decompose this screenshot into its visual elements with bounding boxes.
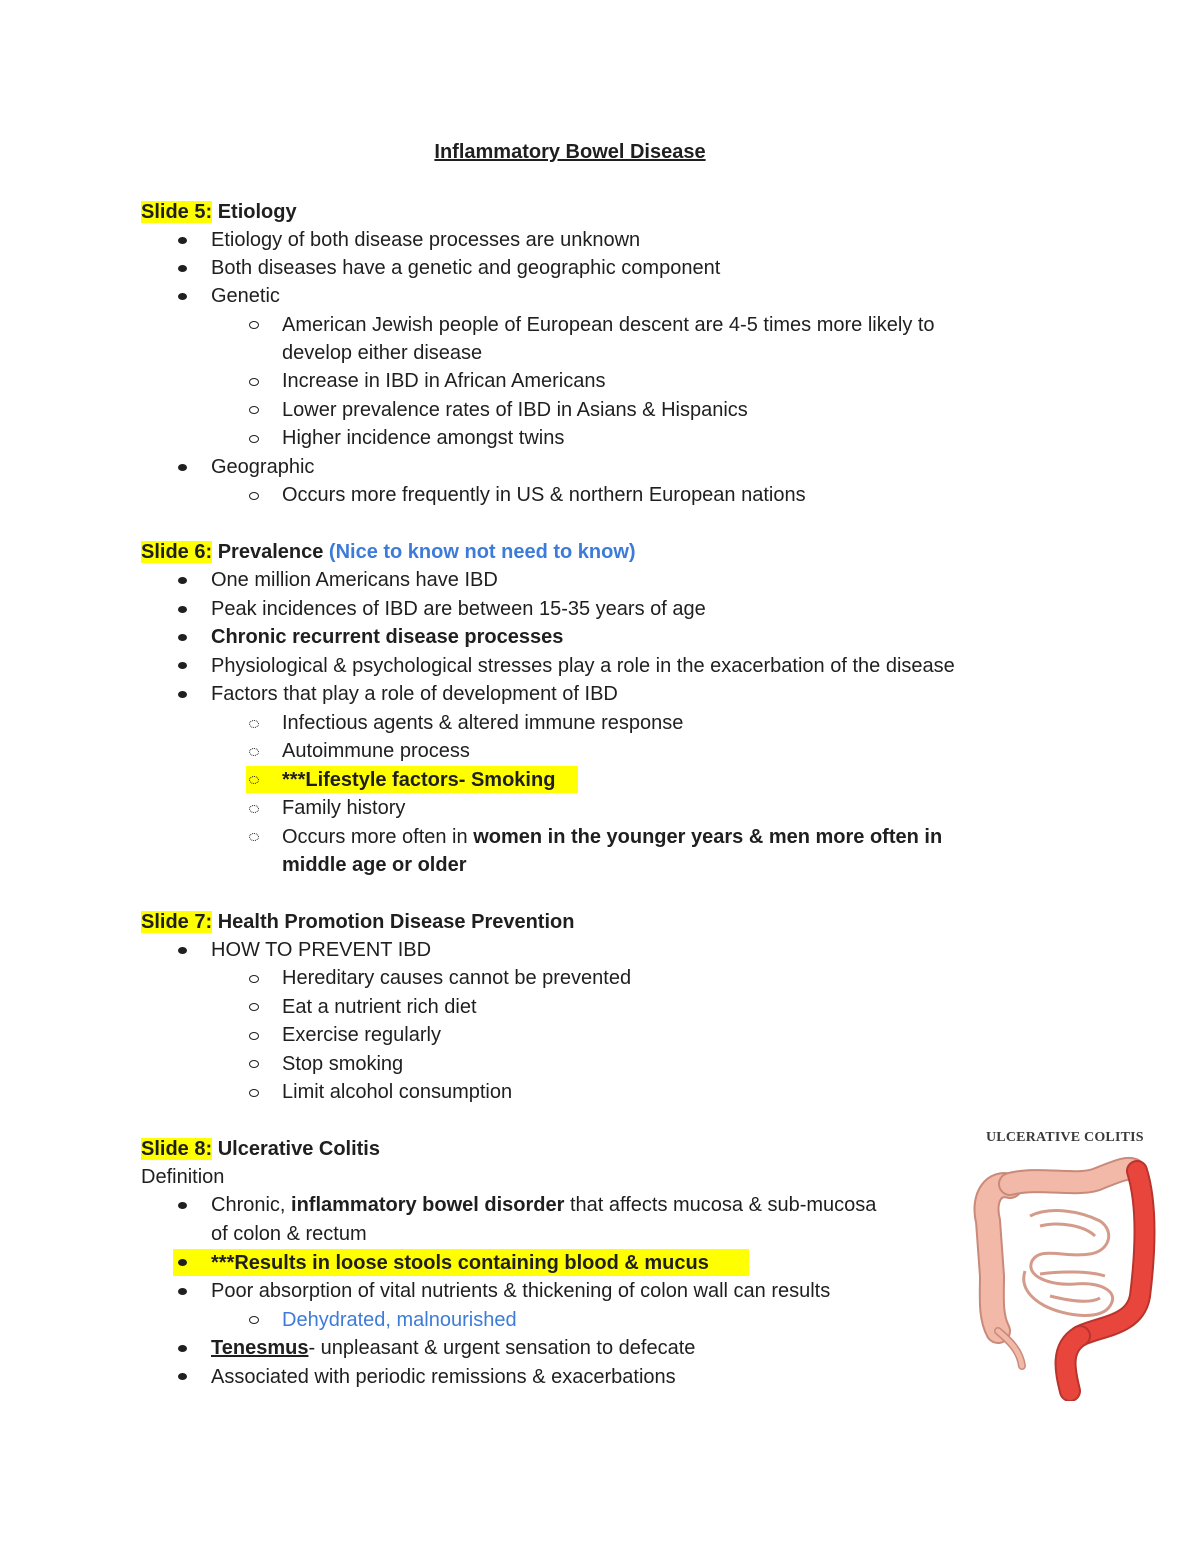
- section-heading-slide-8: [141, 1137, 380, 1161]
- section-title: Health Promotion Disease Prevention: [217, 911, 575, 933]
- list-item-emphasis: women in the younger years & men more often in: [473, 826, 943, 848]
- list-item: Associated with periodic remissions & exacerbations: [211, 1366, 676, 1388]
- sub-bullet-icon: [249, 492, 259, 500]
- slide-label: Slide 7:: [141, 911, 213, 933]
- sub-bullet-icon: [249, 1003, 259, 1011]
- sub-bullet-icon: [249, 1032, 259, 1040]
- list-item: Stop smoking: [282, 1053, 404, 1075]
- bullet-icon: [178, 1259, 187, 1266]
- slide-label: Slide 5:: [141, 201, 213, 223]
- list-item-continuation: middle age or older: [282, 854, 467, 876]
- list-item: [282, 825, 942, 849]
- list-item: Chronic recurrent disease processes: [211, 626, 564, 648]
- list-item: Physiological & psychological stresses play a role in the exacerbation of the disease: [211, 655, 955, 677]
- list-item: Etiology of both disease processes are unknown: [211, 229, 641, 251]
- section-heading-slide-6: [141, 540, 636, 564]
- bullet-icon: [178, 947, 187, 954]
- sub-bullet-icon: [249, 975, 259, 983]
- bullet-icon: [178, 577, 187, 584]
- section-subheading: Definition: [141, 1166, 225, 1188]
- bullet-icon: [178, 265, 187, 272]
- bullet-icon: [178, 464, 187, 471]
- bullet-icon: [178, 1345, 187, 1352]
- sub-bullet-icon: [249, 378, 259, 386]
- list-item: One million Americans have IBD: [211, 569, 498, 591]
- list-item: HOW TO PREVENT IBD: [211, 939, 432, 961]
- list-item: Occurs more frequently in US & northern European nations: [282, 484, 806, 506]
- sub-bullet-icon: [249, 776, 259, 784]
- sub-bullet-icon: [249, 805, 259, 813]
- list-item: ***Lifestyle factors- Smoking: [282, 769, 556, 791]
- list-item: Poor absorption of vital nutrients & thickening of colon wall can results: [211, 1280, 831, 1302]
- list-item: Geographic: [211, 456, 315, 478]
- large-intestine: [987, 1169, 1145, 1391]
- list-item: Limit alcohol consumption: [282, 1081, 513, 1103]
- list-item: Autoimmune process: [282, 740, 470, 762]
- list-item: Lower prevalence rates of IBD in Asians & Hispanics: [282, 399, 748, 421]
- list-item: Exercise regularly: [282, 1024, 441, 1046]
- list-item-continuation: develop either disease: [282, 342, 483, 364]
- list-item: Higher incidence amongst twins: [282, 427, 565, 449]
- list-item: Infectious agents & altered immune response: [282, 712, 684, 734]
- sub-bullet-icon: [249, 1089, 259, 1097]
- definition-text: - unpleasant & urgent sensation to defecate: [308, 1337, 696, 1359]
- sub-bullet-icon: [249, 1316, 259, 1324]
- page-title: Inflammatory Bowel Disease: [434, 141, 706, 163]
- slide-label: Slide 6:: [141, 541, 213, 563]
- list-item-emphasis: inflammatory bowel disorder: [291, 1194, 565, 1216]
- bullet-icon: [178, 1288, 187, 1295]
- bullet-icon: [178, 606, 187, 613]
- section-note: (Nice to know not need to know): [328, 541, 636, 563]
- bullet-icon: [178, 1373, 187, 1380]
- sub-bullet-icon: [249, 406, 259, 414]
- section-title: Ulcerative Colitis: [217, 1138, 380, 1160]
- small-intestine: [1024, 1211, 1113, 1316]
- section-title: Prevalence: [217, 541, 324, 563]
- sub-bullet-icon: [249, 1060, 259, 1068]
- slide-label: Slide 8:: [141, 1138, 213, 1160]
- list-item: Dehydrated, malnourished: [282, 1309, 517, 1331]
- section-heading-slide-7: [141, 910, 574, 934]
- list-item: [211, 1193, 876, 1217]
- sub-bullet-icon: [249, 833, 259, 841]
- sub-bullet-icon: [249, 720, 259, 728]
- sub-bullet-icon: [249, 435, 259, 443]
- list-item: Factors that play a role of development of IBD: [211, 683, 618, 705]
- list-item: Family history: [282, 797, 406, 819]
- bullet-icon: [178, 1202, 187, 1209]
- bullet-icon: [178, 293, 187, 300]
- list-item: Genetic: [211, 285, 280, 307]
- list-item: Increase in IBD in African Americans: [282, 370, 606, 392]
- list-item-continuation: of colon & rectum: [211, 1223, 367, 1245]
- sub-bullet-icon: [249, 748, 259, 756]
- bullet-icon: [178, 237, 187, 244]
- term: Tenesmus: [211, 1337, 309, 1359]
- list-item-text: Chronic,: [211, 1194, 292, 1216]
- sub-bullet-icon: [249, 321, 259, 329]
- section-title: Etiology: [217, 201, 297, 223]
- bullet-icon: [178, 662, 187, 669]
- list-item: Hereditary causes cannot be prevented: [282, 967, 632, 989]
- list-item: Peak incidences of IBD are between 15-35 years of age: [211, 598, 706, 620]
- list-item: Eat a nutrient rich diet: [282, 996, 477, 1018]
- list-item-text: that affects mucosa & sub-mucosa: [564, 1194, 877, 1216]
- list-item: [211, 1336, 695, 1360]
- list-item: American Jewish people of European descent are 4-5 times more likely to: [282, 314, 935, 336]
- list-item: Both diseases have a genetic and geographic component: [211, 257, 721, 279]
- section-heading-slide-5: [141, 200, 297, 224]
- colon-illustration: [970, 1126, 1160, 1401]
- list-item: ***Results in loose stools containing blood & mucus: [211, 1252, 709, 1274]
- bullet-icon: [178, 634, 187, 641]
- bullet-icon: [178, 691, 187, 698]
- figure-label: ULCERATIVE COLITIS: [986, 1130, 1144, 1145]
- list-item-text: Occurs more often in: [282, 826, 474, 848]
